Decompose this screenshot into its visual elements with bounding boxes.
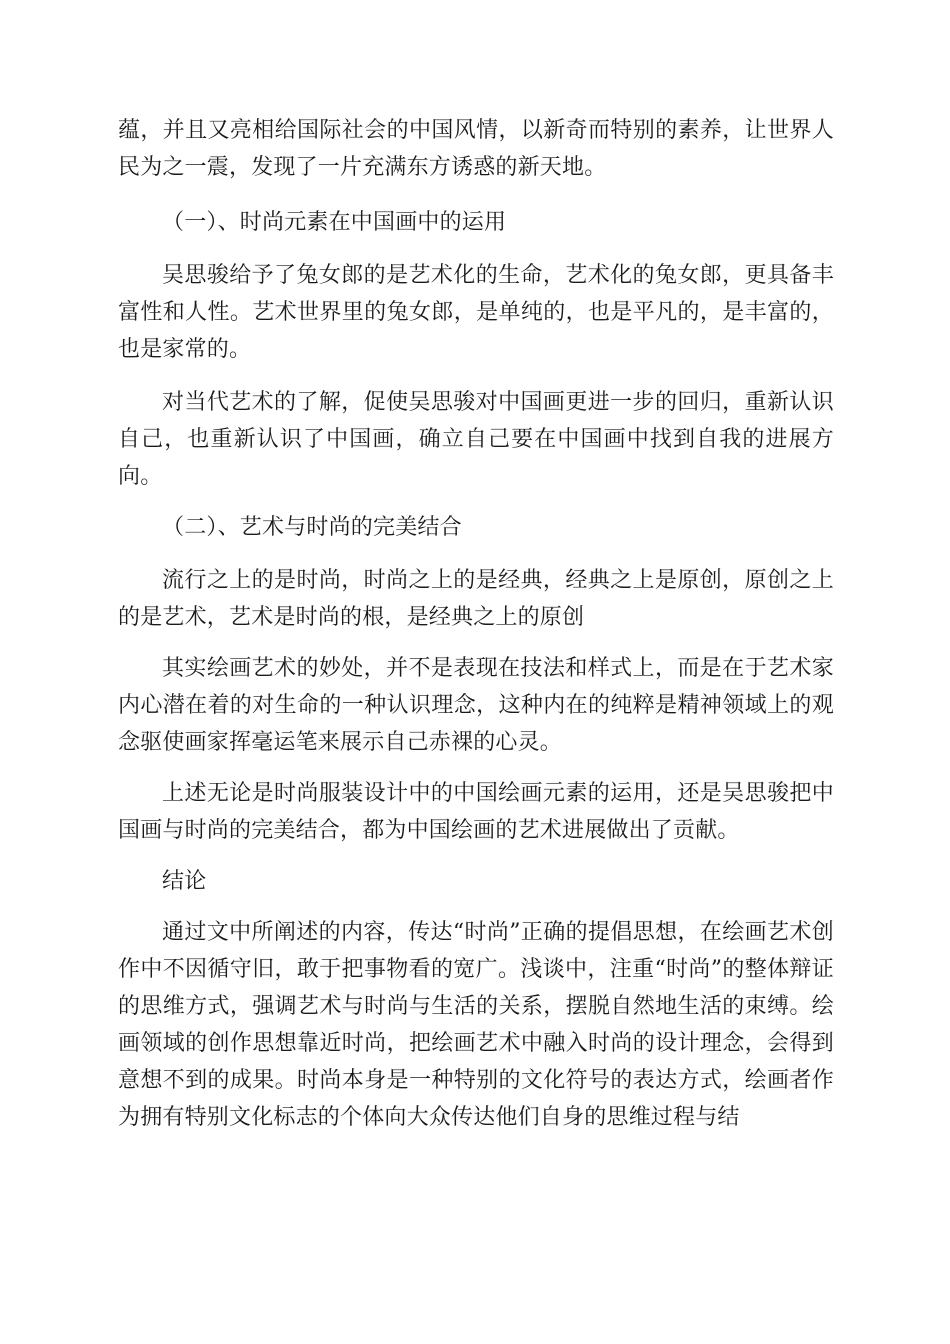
paragraph: 上述无论是时尚服装设计中的中国绘画元素的运用，还是吴思骏把中国画与时尚的完美结合，都为中国绘画的艺术进展做出了贡献。 xyxy=(118,781,834,843)
paragraph: 对当代艺术的了解，促使吴思骏对中国画更进一步的回归，重新认识自己，也重新认识了中国画，确立自己要在中国画中找到自我的进展方向。 xyxy=(118,390,834,489)
paragraph-continuation: 蕴，并且又亮相给国际社会的中国风情，以新奇而特别的素养，让世界人民为之一震，发现了一片充满东方诱惑的新天地。 xyxy=(118,118,834,180)
section-heading-1: （一）、时尚元素在中国画中的运用 xyxy=(162,210,507,235)
conclusion-heading: 结论 xyxy=(162,869,207,894)
paragraph-conclusion: 通过文中所阐述的内容，传达“时尚”正确的提倡思想，在绘画艺术创作中不因循守旧，敢于把事物看的宽广。浅谈中，注重“时尚”的整体辩证的思维方式，强调艺术与时尚与生活的关系，摆脱自然地生活的束缚。绘画领域的创作思想靠近时尚，把绘画艺术中融入时尚的设计理念，会得到意想不到的成果。时尚本身是一种特别的文化符号的表达方式，绘画者作为拥有特别文化标志的个体向大众传达他们自身的思维过程与结 xyxy=(118,920,834,1130)
section-heading-2: （二）、艺术与时尚的完美结合 xyxy=(162,515,462,540)
document-page xyxy=(118,112,834,1136)
paragraph: 流行之上的是时尚，时尚之上的是经典，经典之上是原创，原创之上的是艺术，艺术是时尚的根，是经典之上的原创 xyxy=(118,568,834,630)
paragraph: 吴思骏给予了兔女郎的是艺术化的生命，艺术化的兔女郎，更具备丰富性和人性。艺术世界里的兔女郎，是单纯的，也是平凡的，是丰富的，也是家常的。 xyxy=(118,263,834,362)
paragraph: 其实绘画艺术的妙处，并不是表现在技法和样式上，而是在于艺术家内心潜在着的对生命的一种认识理念，这种内在的纯粹是精神领域上的观念驱使画家挥毫运笔来展示自己赤裸的心灵。 xyxy=(118,656,834,755)
